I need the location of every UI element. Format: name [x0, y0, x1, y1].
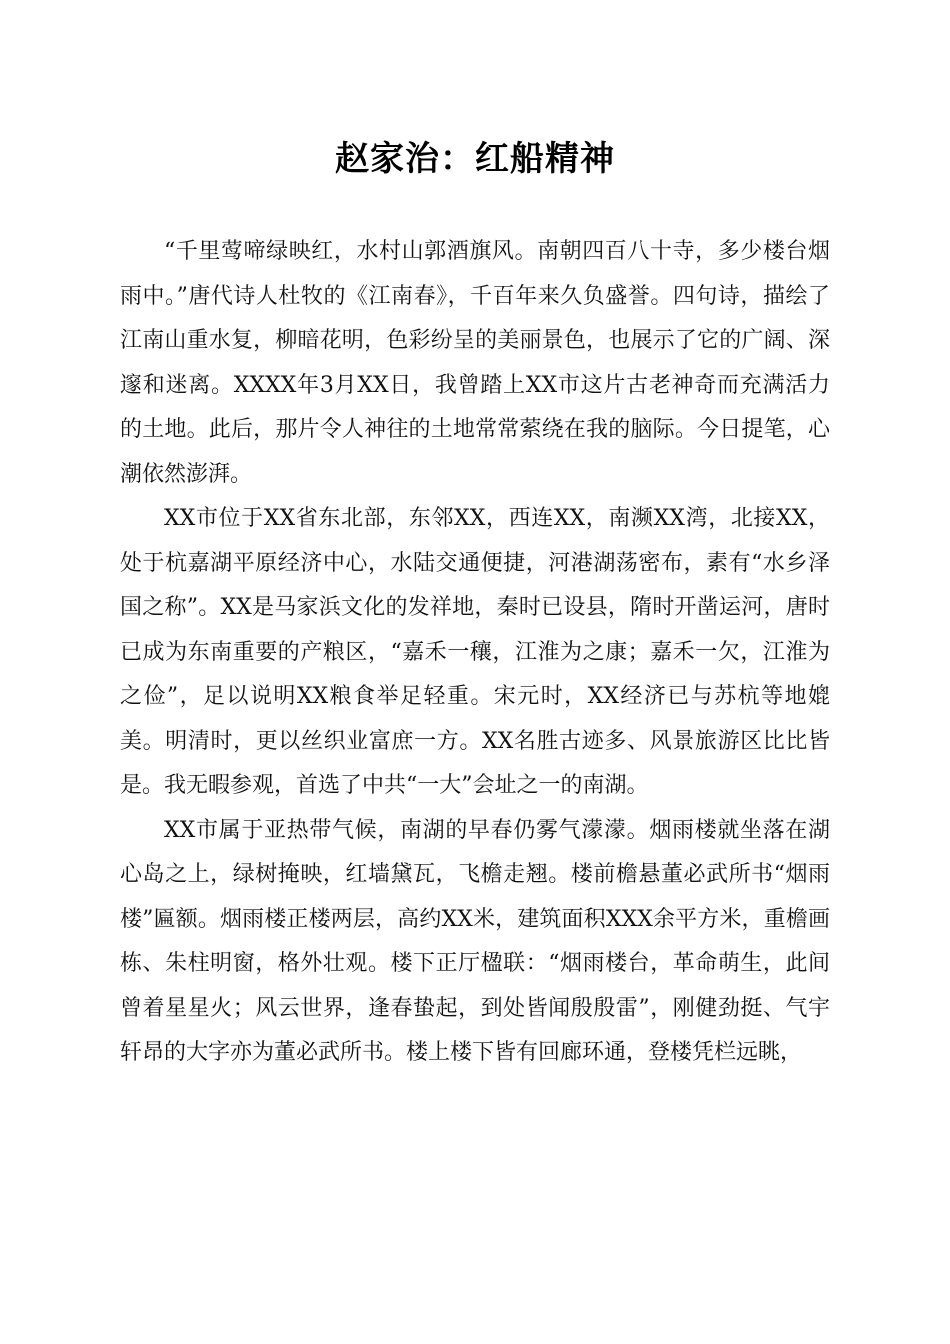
- document-body: [120, 230, 830, 1076]
- paragraph-3: XX市属于亚热带气候，南湖的早春仍雾气濛濛。烟雨楼就坐落在湖心岛之上，绿树掩映，红墙黛瓦，飞檐走翘。楼前檐悬董必武所书“烟雨楼”匾额。烟雨楼正楼两层，高约XX米，建筑面积XXX余平方米，重檐画栋、朱柱明窗，格外壮观。楼下正厅楹联：“烟雨楼台，革命萌生，此间曾着星星火；风云世界，逢春蛰起，到处皆闻殷殷雷”，刚健劲挺、气宇轩昂的大字亦为董必武所书。楼上楼下皆有回廊环通，登楼凭栏远眺，: [120, 817, 830, 1065]
- paragraph-1: “千里莺啼绿映红，水村山郭酒旗风。南朝四百八十寺，多少楼台烟雨中。”唐代诗人杜牧的《江南春》，千百年来久负盛誉。四句诗，描绘了江南山重水复，柳暗花明，色彩纷呈的美丽景色，也展示了它的广阔、深邃和迷离。XXXX年3月XX日，我曾踏上XX市这片古老神奇而充满活力的土地。此后，那片令人神往的土地常常萦绕在我的脑际。今日提笔，心潮依然澎湃。: [120, 239, 830, 487]
- paragraph-2: XX市位于XX省东北部，东邻XX，西连XX，南濒XX湾，北接XX，处于杭嘉湖平原经济中心，水陆交通便捷，河港湖荡密布，素有“水乡泽国之称”。XX是马家浜文化的发祥地，秦时已设县，隋时开凿运河，唐时已成为东南重要的产粮区，“嘉禾一穰，江淮为之康；嘉禾一欠，江淮为之俭”，足以说明XX粮食举足轻重。宋元时，XX经济已与苏杭等地媲美。明清时，更以丝织业富庶一方。XX名胜古迹多、风景旅游区比比皆是。我无暇参观，首选了中共“一大”会址之一的南湖。: [120, 506, 830, 798]
- document-title: 赵家治：红船精神: [335, 139, 615, 179]
